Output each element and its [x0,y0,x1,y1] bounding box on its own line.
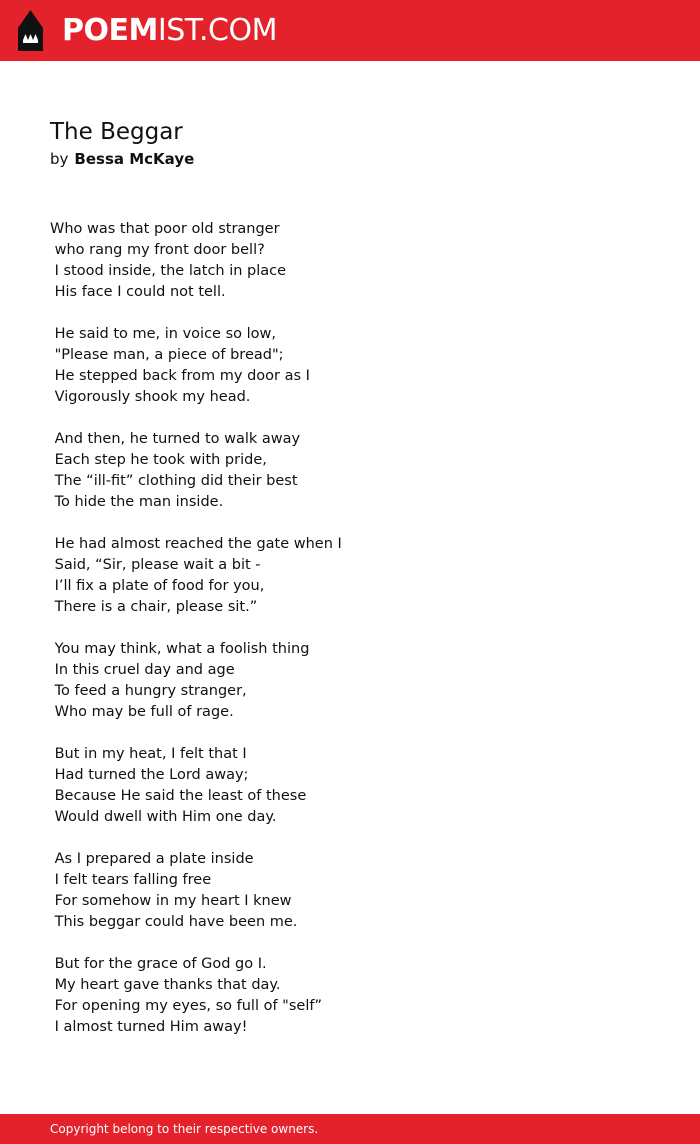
poem-line: In this cruel day and age [50,662,235,678]
poem-line: His face I could not tell. [50,284,226,300]
poem-line: Each step he took with pride, [50,452,267,468]
stanza [50,429,650,513]
stanza [50,849,650,933]
stanza [50,219,650,303]
poem-line: Who may be full of rage. [50,704,234,720]
by-label: by [50,150,69,168]
poem-line: But in my heat, I felt that I [50,746,247,762]
poem-line: For opening my eyes, so full of "self” [50,998,322,1014]
site-logo[interactable] [62,11,277,51]
poem-line: Had turned the Lord away; [50,767,249,783]
poem-line: He stepped back from my door as I [50,368,310,384]
poem-line: I almost turned Him away! [50,1019,248,1035]
poem-line: I stood inside, the latch in place [50,263,287,279]
byline [50,148,194,170]
logo-bold-text: POEM [62,13,158,48]
poem-line: There is a chair, please sit.” [50,599,258,615]
poem-line: My heart gave thanks that day. [50,977,281,993]
poem-line: Would dwell with Him one day. [50,809,277,825]
poem-line: Said, “Sir, please wait a bit - [50,557,261,573]
poem-line: I’ll fix a plate of food for you, [50,578,265,594]
poem-line: You may think, what a foolish thing [50,641,310,657]
poem-line: Who was that poor old stranger [50,221,280,237]
poem-line: Vigorously shook my head. [50,389,251,405]
poem-line: The “ill-fit” clothing did their best [50,473,298,489]
poem-line: who rang my front door bell? [50,242,265,258]
poem-line: He said to me, in voice so low, [50,326,276,342]
stanza [50,744,650,828]
poem-line: To hide the man inside. [50,494,224,510]
poem-line: "Please man, a piece of bread"; [50,347,284,363]
poem-line: This beggar could have been me. [50,914,298,930]
site-footer [0,1114,700,1144]
poem-body [50,219,650,1038]
poem-line: But for the grace of God go I. [50,956,267,972]
author-name: Bessa McKaye [74,150,195,168]
pencil-icon [18,10,43,51]
poem-line: And then, he turned to walk away [50,431,301,447]
poem-line: To feed a hungry stranger, [50,683,247,699]
stanza [50,534,650,618]
poem-line: Because He said the least of these [50,788,307,804]
stanza [50,954,650,1038]
poem-line: For somehow in my heart I knew [50,893,292,909]
poem-line: He had almost reached the gate when I [50,536,342,552]
poem-title: The Beggar [50,119,183,145]
poem-line: As I prepared a plate inside [50,851,254,867]
copyright-text: Copyright belong to their respective owners. [50,1122,319,1136]
logo-light-text: IST.COM [157,13,277,48]
stanza [50,639,650,723]
poem-line: I felt tears falling free [50,872,212,888]
site-header [0,0,700,61]
stanza [50,324,650,408]
